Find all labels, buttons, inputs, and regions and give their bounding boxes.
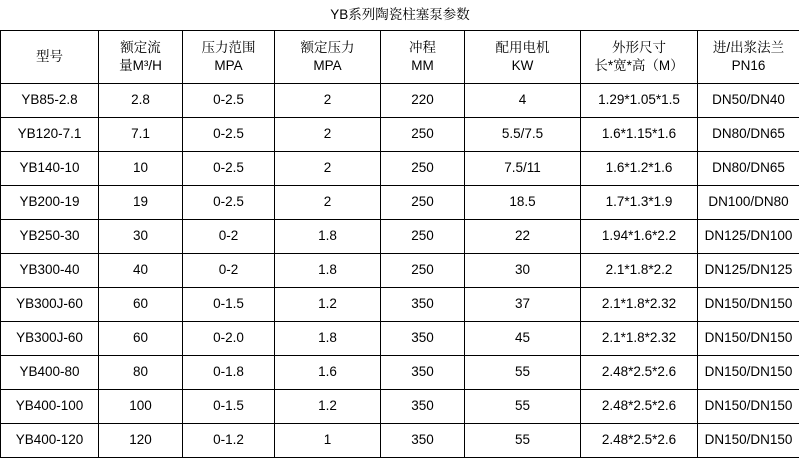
cell-rated-pressure: 2 [275, 84, 381, 118]
column-header-stroke-line-1: 冲程 [383, 39, 462, 57]
title-row [1, 0, 799, 31]
cell-dimensions: 2.1*1.8*2.32 [581, 322, 698, 356]
cell-motor: 5.5/7.5 [465, 118, 581, 152]
cell-dimensions: 1.29*1.05*1.5 [581, 84, 698, 118]
cell-rated-pressure: 1.8 [275, 322, 381, 356]
column-header-pressure-range-line-1: 压力范围 [185, 39, 272, 57]
column-header-pressure-range-line-2: MPA [185, 57, 272, 75]
cell-motor: 55 [465, 424, 581, 458]
cell-stroke: 350 [381, 390, 465, 424]
column-header-flange-line-1: 进/出浆法兰 [700, 39, 797, 57]
cell-flange: DN150/DN150 [698, 288, 799, 322]
cell-rated-pressure: 2 [275, 118, 381, 152]
table-row [1, 356, 799, 390]
cell-pressure-range: 0-2.5 [183, 186, 275, 220]
table-row [1, 84, 799, 118]
cell-stroke: 350 [381, 322, 465, 356]
column-header-dimensions-line-2: 长*宽*高（M） [583, 57, 695, 75]
column-header-motor [465, 31, 581, 84]
cell-motor: 55 [465, 356, 581, 390]
cell-flange: DN100/DN80 [698, 186, 799, 220]
cell-rated-flow: 60 [99, 322, 183, 356]
table-row [1, 322, 799, 356]
cell-rated-flow: 40 [99, 254, 183, 288]
column-header-model [1, 31, 99, 84]
cell-motor: 18.5 [465, 186, 581, 220]
cell-model: YB85-2.8 [1, 84, 99, 118]
cell-flange: DN50/DN40 [698, 84, 799, 118]
cell-model: YB120-7.1 [1, 118, 99, 152]
cell-model: YB400-100 [1, 390, 99, 424]
cell-rated-flow: 19 [99, 186, 183, 220]
page-title: YB系列陶瓷柱塞泵参数 [1, 0, 799, 31]
cell-rated-flow: 2.8 [99, 84, 183, 118]
cell-dimensions: 1.6*1.2*1.6 [581, 152, 698, 186]
cell-model: YB250-30 [1, 220, 99, 254]
cell-flange: DN150/DN150 [698, 424, 799, 458]
column-header-dimensions-line-1: 外形尺寸 [583, 39, 695, 57]
table-row [1, 424, 799, 458]
column-header-pressure-range [183, 31, 275, 84]
cell-dimensions: 2.48*2.5*2.6 [581, 356, 698, 390]
cell-stroke: 250 [381, 220, 465, 254]
cell-dimensions: 2.1*1.8*2.32 [581, 288, 698, 322]
cell-motor: 4 [465, 84, 581, 118]
column-header-stroke [381, 31, 465, 84]
column-header-rated-pressure [275, 31, 381, 84]
cell-dimensions: 2.48*2.5*2.6 [581, 424, 698, 458]
cell-pressure-range: 0-1.5 [183, 288, 275, 322]
cell-rated-pressure: 1 [275, 424, 381, 458]
column-header-rated-flow-line-2: 量M³/H [101, 57, 180, 75]
cell-rated-pressure: 1.2 [275, 288, 381, 322]
cell-dimensions: 2.48*2.5*2.6 [581, 390, 698, 424]
column-header-stroke-line-2: MM [383, 57, 462, 75]
cell-flange: DN150/DN150 [698, 390, 799, 424]
cell-stroke: 350 [381, 356, 465, 390]
cell-stroke: 350 [381, 288, 465, 322]
cell-model: YB300-40 [1, 254, 99, 288]
table-header-row [1, 31, 799, 84]
cell-motor: 30 [465, 254, 581, 288]
cell-motor: 55 [465, 390, 581, 424]
cell-pressure-range: 0-1.5 [183, 390, 275, 424]
cell-pressure-range: 0-2 [183, 220, 275, 254]
column-header-rated-pressure-line-2: MPA [277, 57, 378, 75]
table-row [1, 288, 799, 322]
column-header-rated-flow [99, 31, 183, 84]
cell-dimensions: 2.1*1.8*2.2 [581, 254, 698, 288]
cell-rated-flow: 120 [99, 424, 183, 458]
cell-dimensions: 1.6*1.15*1.6 [581, 118, 698, 152]
cell-stroke: 250 [381, 254, 465, 288]
table-row [1, 118, 799, 152]
cell-pressure-range: 0-1.8 [183, 356, 275, 390]
cell-stroke: 250 [381, 186, 465, 220]
column-header-flange [698, 31, 799, 84]
cell-pressure-range: 0-2 [183, 254, 275, 288]
cell-rated-flow: 60 [99, 288, 183, 322]
table-row [1, 152, 799, 186]
cell-flange: DN80/DN65 [698, 118, 799, 152]
cell-flange: DN125/DN100 [698, 220, 799, 254]
cell-pressure-range: 0-2.5 [183, 118, 275, 152]
cell-pressure-range: 0-1.2 [183, 424, 275, 458]
cell-rated-pressure: 1.8 [275, 254, 381, 288]
column-header-motor-line-1: 配用电机 [467, 39, 578, 57]
cell-model: YB400-120 [1, 424, 99, 458]
cell-rated-pressure: 1.6 [275, 356, 381, 390]
cell-stroke: 250 [381, 118, 465, 152]
table-row [1, 254, 799, 288]
cell-stroke: 350 [381, 424, 465, 458]
cell-rated-flow: 10 [99, 152, 183, 186]
cell-rated-flow: 80 [99, 356, 183, 390]
cell-stroke: 220 [381, 84, 465, 118]
cell-dimensions: 1.7*1.3*1.9 [581, 186, 698, 220]
table-row [1, 186, 799, 220]
column-header-rated-pressure-line-1: 额定压力 [277, 39, 378, 57]
table-body [1, 0, 799, 458]
cell-flange: DN125/DN125 [698, 254, 799, 288]
cell-model: YB300J-60 [1, 322, 99, 356]
cell-flange: DN80/DN65 [698, 152, 799, 186]
cell-rated-flow: 7.1 [99, 118, 183, 152]
cell-pressure-range: 0-2.0 [183, 322, 275, 356]
table-row [1, 220, 799, 254]
cell-motor: 45 [465, 322, 581, 356]
cell-stroke: 250 [381, 152, 465, 186]
cell-motor: 22 [465, 220, 581, 254]
cell-rated-pressure: 2 [275, 186, 381, 220]
cell-pressure-range: 0-2.5 [183, 152, 275, 186]
cell-flange: DN150/DN150 [698, 322, 799, 356]
cell-dimensions: 1.94*1.6*2.2 [581, 220, 698, 254]
cell-model: YB400-80 [1, 356, 99, 390]
cell-model: YB200-19 [1, 186, 99, 220]
cell-model: YB300J-60 [1, 288, 99, 322]
cell-rated-pressure: 1.2 [275, 390, 381, 424]
cell-rated-flow: 30 [99, 220, 183, 254]
column-header-flange-line-2: PN16 [700, 57, 797, 75]
column-header-rated-flow-line-1: 额定流 [101, 39, 180, 57]
cell-rated-pressure: 1.8 [275, 220, 381, 254]
cell-rated-pressure: 2 [275, 152, 381, 186]
cell-model: YB140-10 [1, 152, 99, 186]
cell-motor: 37 [465, 288, 581, 322]
cell-rated-flow: 100 [99, 390, 183, 424]
cell-flange: DN150/DN150 [698, 356, 799, 390]
column-header-motor-line-2: KW [467, 57, 578, 75]
column-header-dimensions [581, 31, 698, 84]
table-row [1, 390, 799, 424]
column-header-model-line-1: 型号 [3, 48, 96, 66]
cell-motor: 7.5/11 [465, 152, 581, 186]
cell-pressure-range: 0-2.5 [183, 84, 275, 118]
